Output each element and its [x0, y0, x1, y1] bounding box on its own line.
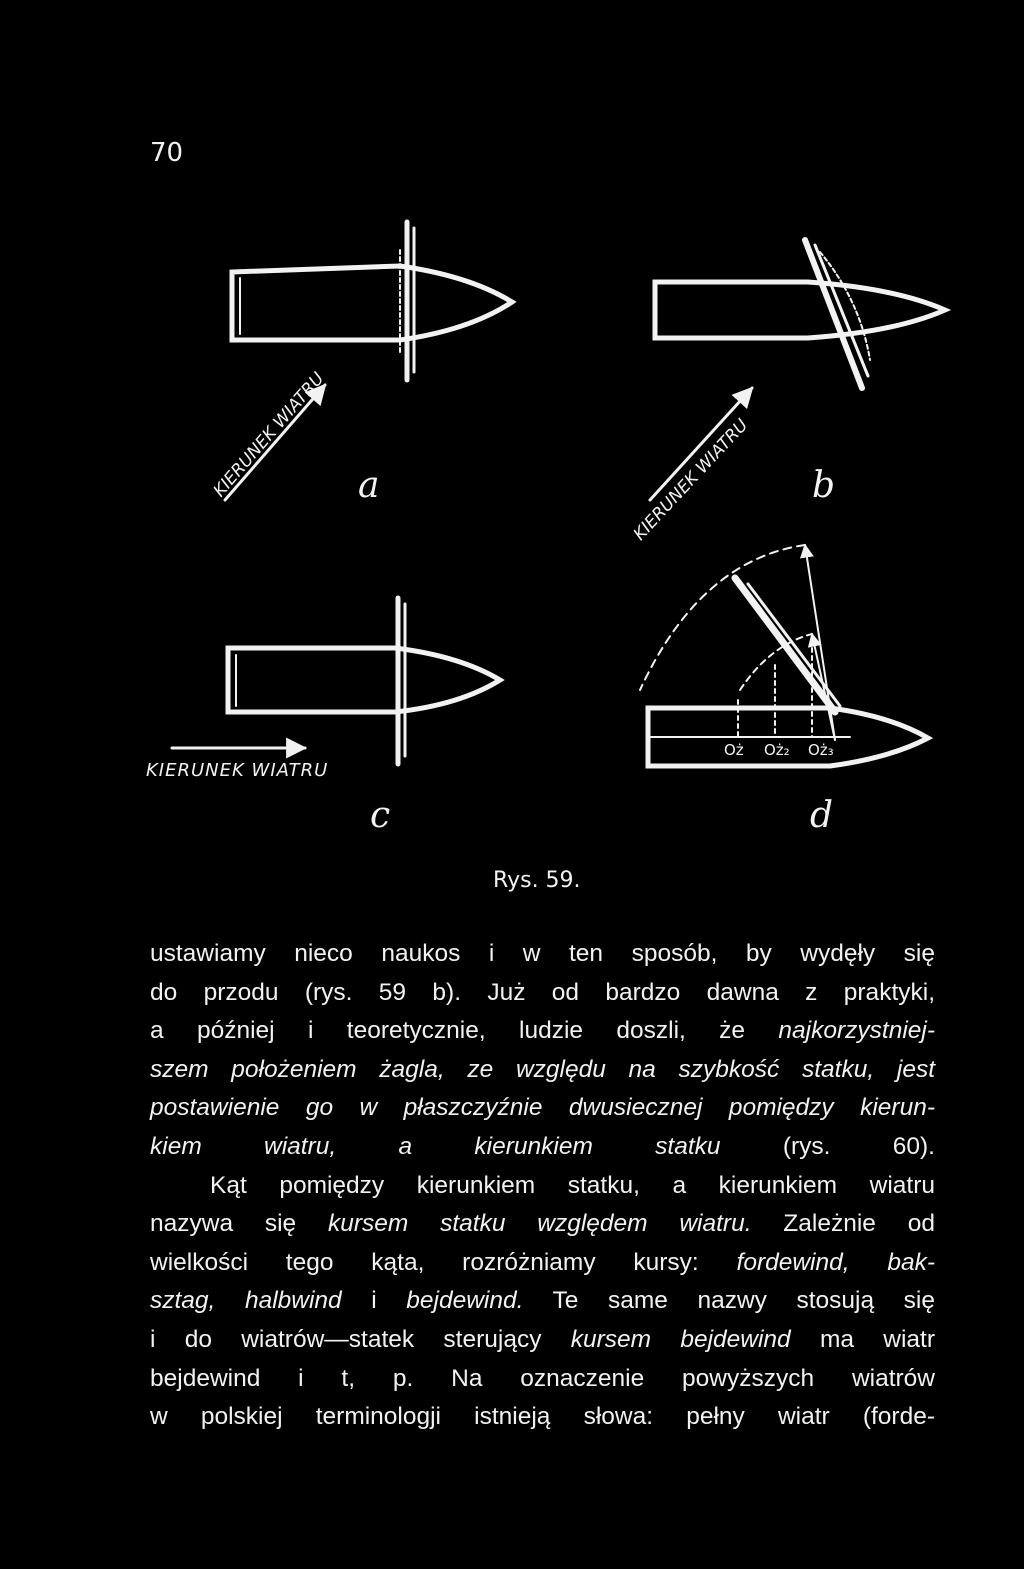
text-line: [150, 1360, 935, 1399]
text-line: [150, 1089, 935, 1128]
italic-text: kiem wiatru, a kierunkiem statku: [150, 1132, 721, 1160]
axis-label-oz: Oż: [724, 741, 744, 759]
panel-label-a: a: [358, 465, 380, 506]
boat-hull-b: [655, 282, 945, 338]
sail-a: [400, 222, 414, 380]
boat-hull-c: [228, 648, 500, 712]
italic-text: kursem statku względem wiatru.: [327, 1210, 752, 1238]
force-construction-d: [640, 545, 835, 740]
text-line: [150, 1205, 935, 1244]
text-segment: a później i teoretycznie, ludzie doszli, że: [150, 1017, 779, 1045]
italic-text: postawienie go w płaszczyźnie dwusiecznej pomiędzy kierun-: [150, 1094, 935, 1122]
text-segment: bejdewind i t, p. Na oznaczenie powyższych wiatrów: [150, 1364, 935, 1392]
axis-label-oz3: Oż₃: [808, 741, 834, 759]
text-segment: Kąt pomiędzy kierunkiem statku, a kierunkiem wiatru: [210, 1171, 935, 1199]
italic-text: szem położeniem żagla, ze względu na szybkość statku, jest: [150, 1055, 935, 1083]
text-line: [150, 1282, 935, 1321]
panel-label-b: b: [812, 465, 836, 506]
sail-c: [398, 598, 405, 764]
page-number: 70: [150, 138, 184, 168]
wind-direction-legend: KIERUNEK WIATRU: [146, 760, 329, 781]
text-segment: (rys. 60).: [720, 1132, 935, 1160]
wind-label-a: KIERUNEK WIATRU: [209, 368, 329, 502]
panel-label-c: c: [370, 795, 391, 836]
panel-label-d: d: [810, 795, 834, 836]
boat-hull-a: [232, 266, 512, 340]
wind-label-b: KIERUNEK WIATRU: [629, 415, 753, 545]
text-segment: ma wiatr: [790, 1325, 935, 1353]
text-segment: Te same nazwy stosują się: [523, 1287, 935, 1315]
text-line: [150, 1051, 935, 1090]
text-line: [150, 1167, 935, 1206]
text-segment: wielkości tego kąta, rozróżniamy kursy:: [150, 1248, 737, 1276]
text-segment: Zależnie od: [751, 1210, 935, 1238]
axis-label-oz2: Oż₂: [764, 741, 790, 759]
text-line: [150, 1321, 935, 1360]
italic-text: najkorzystniej-: [778, 1017, 935, 1045]
text-line: [150, 1128, 935, 1167]
text-line: [150, 1244, 935, 1283]
text-segment: ustawiamy nieco naukos i w ten sposób, by wydęły się: [150, 940, 935, 967]
figure-caption: Rys. 59.: [493, 868, 581, 893]
text-segment: w polskiej terminologji istnieją słowa: pełny wiatr (forde-: [150, 1403, 935, 1431]
text-segment: i: [341, 1287, 407, 1315]
text-line: [150, 935, 935, 974]
italic-text: bejdewind.: [406, 1287, 524, 1315]
text-line: [150, 974, 935, 1013]
text-segment: do przodu (rys. 59 b). Już od bardzo dawna z praktyki,: [150, 978, 935, 1006]
text-segment: nazywa się: [150, 1210, 328, 1238]
text-line: [150, 1398, 935, 1437]
italic-text: sztag, halbwind: [150, 1287, 342, 1315]
sail-b: [805, 240, 870, 388]
text-segment: i do wiatrów—statek sterujący: [150, 1325, 571, 1353]
body-text: [150, 935, 935, 1437]
italic-text: kursem bejdewind: [570, 1325, 791, 1353]
italic-text: fordewind, bak-: [736, 1248, 935, 1276]
text-line: [150, 1012, 935, 1051]
